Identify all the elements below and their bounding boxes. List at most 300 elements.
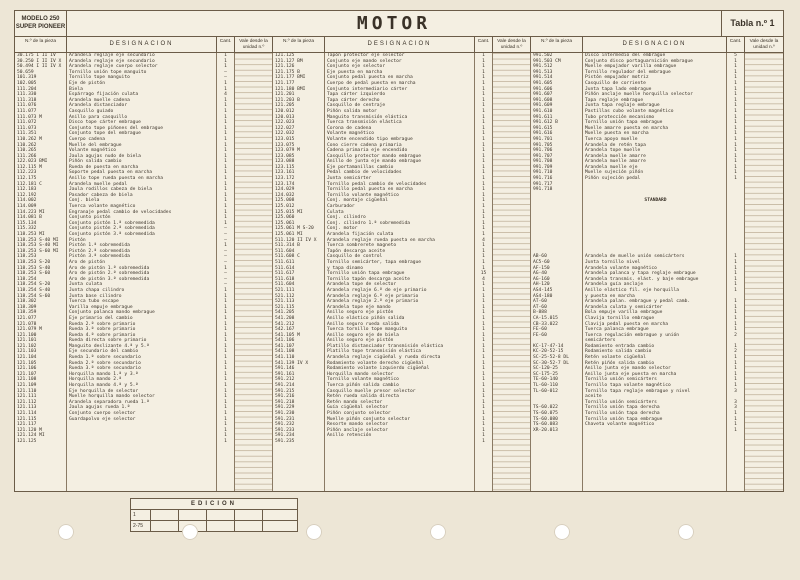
table-cell: Tuerca apoyo muelle (585, 136, 638, 142)
table-cell: Arandela fijación culata (327, 232, 394, 237)
table-cell: Carburador (327, 204, 355, 210)
table-cell: 591.234 (275, 433, 295, 439)
table-cell: 110.262 (17, 142, 37, 148)
table-cell: 121.177 BMI (275, 75, 306, 81)
table-cell: Arandela reglaje eje secundario (69, 53, 155, 58)
table-cell: 1 (482, 377, 485, 383)
table-cell: Tubo protección mecanismo (585, 114, 655, 120)
edicion-row (131, 510, 297, 521)
table-cell: 121.125 (275, 53, 295, 58)
table-cell: Culata (327, 209, 344, 215)
table-cell: 1 (482, 310, 485, 316)
page-title: MOTOR (356, 13, 432, 34)
table-cell: 1 (224, 108, 227, 114)
table-cell: 1 (734, 321, 737, 327)
table-cell: 118.253 S-60 MI (17, 248, 59, 254)
table-cell: Corona de cadena (327, 125, 372, 131)
table-cell: Anillo junta eje mando selector (585, 366, 671, 372)
table-cell: 511.604 (275, 282, 295, 288)
table-cell: 1 (224, 187, 227, 193)
panel3-qty (727, 53, 745, 491)
table-cell: 1 (734, 69, 737, 75)
table-cell: Arandela palan. embrague y pedal camb. (585, 299, 691, 305)
table-cell: 1 (224, 360, 227, 366)
table-cell: Arandela reglaje eje secundario (69, 58, 155, 64)
table-cell: Rodamiento entrada cambio (585, 343, 655, 349)
table-cell: Conjunto pedal puesta en marcha (327, 75, 413, 81)
table-cell: 1 (224, 293, 227, 299)
table-cell: 1 (224, 58, 227, 64)
table-cell: 125.061 (275, 220, 295, 226)
table-cell: 121.127 BM (275, 58, 303, 64)
table-cell: 123.075 (275, 142, 295, 148)
table-cell: 1 (734, 265, 737, 271)
table-cell: 121.124 MI (17, 433, 45, 439)
table-cell: STANDARD (644, 198, 667, 204)
table-cell: 102.005 (17, 80, 37, 86)
table-cell: Pastillas cubo volante magnético (585, 108, 674, 114)
table-cell: 122.032 (275, 131, 295, 137)
table-cell: Biela (69, 86, 83, 92)
table-cell: 1 (734, 304, 737, 310)
table-cell: 1 (224, 125, 227, 131)
table-cell: Tornillo unión tapa embrague (585, 416, 663, 422)
table-cell: TL-60-110 (533, 383, 558, 389)
table-cell: 1 (224, 204, 227, 210)
table-cell: 1 (224, 131, 227, 137)
table-cell: 1 (482, 343, 485, 349)
table-cell: Anillo tope rueda puesta en marcha (69, 176, 164, 182)
table-cell: 1 (482, 181, 485, 187)
table-cell: 1 (482, 75, 485, 81)
table-cell: Pistón 2.ª sobremedida (69, 248, 130, 254)
table-cell: 120.012 (275, 108, 295, 114)
table-cell: Tapa cárter izquierdo (327, 92, 386, 98)
col-header-vale-3: Vale desde la unidad n.º (745, 37, 783, 53)
table-cell: Arandela tope eje mando (327, 304, 391, 310)
table-cell: 1 (224, 198, 227, 204)
table-cell: 591.215 (275, 388, 295, 394)
table-cell: 1 (482, 192, 485, 198)
table-cell: 1 (734, 282, 737, 288)
table-cell: 121.110 (17, 388, 37, 394)
table-cell: Tornillo tope manguito (69, 75, 130, 81)
table-cell: y puesta en marcha (585, 293, 635, 299)
table-cell: 991.607 (533, 92, 553, 98)
table-cell: 1 (224, 394, 227, 400)
table-cell: 123.088 (275, 159, 295, 165)
table-cell: Eje horquilla de selector (69, 388, 139, 394)
table-cell: 1 (224, 366, 227, 372)
table-cell: Conj. montaje cigüeñal (327, 198, 388, 204)
table-cell: 1 (734, 159, 737, 165)
table-cell: Tornillo unión tapa embrague (585, 120, 663, 126)
table-cell: Piñón salida cambio (69, 159, 122, 165)
table-cell: 1 (734, 97, 737, 103)
table-cell: 1 (734, 371, 737, 377)
table-cell: 2 (734, 332, 737, 338)
table-cell: 121.077 (17, 315, 37, 321)
edicion-label: 1 (131, 510, 151, 520)
table-cell: — (224, 75, 227, 81)
table-cell: 1 (224, 159, 227, 165)
table-cell: 123.015 (275, 136, 295, 142)
table-cell: Retén mando selector (327, 399, 383, 405)
table-cell: Rueda 3.ª sobre secundario (69, 366, 141, 372)
table-cell: Conjunto pistón (69, 215, 111, 221)
table-cell: 1 (224, 209, 227, 215)
table-cell: Rueda 3.ª sobre primario (69, 327, 136, 333)
table-cell: 1 (482, 338, 485, 344)
table-cell: Tapa cárter derecho (327, 97, 380, 103)
table-cell: 121.125 (17, 438, 37, 444)
table-cell: 1 (482, 243, 485, 249)
table-cell: Anillo elástico piñón salida (327, 315, 405, 321)
table-cell: Piñón conjunto selector (327, 411, 391, 416)
table-cell: 121.120 M (17, 427, 42, 433)
table-cell: Conjunto pistón 2.ª sobremedida (69, 226, 155, 232)
table-cell: Horquilla mando selector (327, 371, 394, 377)
table-cell: 591.233 (275, 427, 295, 433)
table-cell: 125.012 (275, 204, 295, 210)
table-cell: Horquilla mando 4.ª y 5.ª (69, 383, 139, 389)
table-cell: 1 (734, 310, 737, 316)
table-cell: Tuerca sombrerete magneto (327, 243, 397, 249)
table-cell: Engranaje pedal cambio de velocidades (69, 209, 172, 215)
table-cell: 4 (224, 92, 227, 98)
table-cell: — (224, 282, 227, 288)
table-cell: Pistón (69, 237, 86, 243)
table-cell: 120.013 (275, 114, 295, 120)
panel2-qty (475, 53, 493, 491)
table-cell: Eje puesta en marcha (327, 69, 383, 75)
table-cell: 2 (734, 349, 737, 355)
table-cell: 591.232 (275, 422, 295, 428)
table-cell: Arandela muelle amarre (585, 159, 646, 165)
table-cell: Tornillo unión tapa derecha (585, 405, 660, 411)
table-cell: — (224, 248, 227, 254)
edicion-row (131, 521, 297, 531)
table-cell: 541.105 M (275, 332, 300, 338)
table-cell: 591.229 (275, 405, 295, 411)
table-cell: 121.175 B (275, 69, 300, 75)
table-cell: AC5-60 (533, 259, 550, 265)
table-cell: 1 (482, 92, 485, 98)
table-cell: Conjunto eje mando selector (327, 58, 402, 64)
table-cell: Conjunto pistón 3.ª sobremedida (69, 232, 155, 237)
table-cell: 1 (482, 159, 485, 165)
table-cell: 1 (482, 315, 485, 321)
table-cell: Piñón anclaje muelle horquilla selector (585, 92, 693, 98)
table-cell: 1 (734, 92, 737, 98)
table-cell: SC-30-52-7 DL (533, 360, 569, 366)
table-cell: 1 (224, 433, 227, 439)
table-cell: Guardapolvo eje selector (69, 416, 136, 422)
table-cell: CA-15.015 (533, 315, 558, 321)
table-cell: Arandela muelle pedal (69, 181, 128, 187)
table-cell: 1 (734, 80, 737, 86)
table-cell: 114.002 (17, 198, 37, 204)
table-cell: 125.015 MI (275, 209, 303, 215)
table-cell: 1 (482, 422, 485, 428)
table-cell: Conjunto eje selector (327, 64, 386, 70)
table-cell: Anillo seguro rueda salida (327, 321, 399, 327)
table-cell: 1 (482, 198, 485, 204)
table-cell: 1 (482, 142, 485, 148)
table-cell: 521.111 (275, 287, 295, 293)
table-cell: 111.077 (17, 108, 37, 114)
table-cell: Volante magnético (69, 148, 117, 154)
table-cell: 991.717 (533, 181, 553, 187)
table-cell: Resorte mando selector (327, 422, 388, 428)
panel1-pieces (15, 53, 67, 491)
table-cell: 1 (734, 427, 737, 433)
table-cell: 511.314 B (275, 243, 300, 249)
table-cell: 1 (224, 53, 227, 58)
table-cell: 111.318 (17, 97, 37, 103)
table-cell: 991.707 (533, 153, 553, 159)
table-cell: Conjunto tope piñones del embrague (69, 125, 164, 131)
table-cell: 1 (482, 254, 485, 260)
col-header-cant-2: Cant. (475, 37, 493, 53)
table-cell: 1 (482, 282, 485, 288)
table-cell: Tuerca tornillo tope manguito (327, 327, 408, 333)
table-cell: Muelle del embrague (69, 142, 122, 148)
table-cell: 1 (482, 53, 485, 58)
table-cell: 1 (482, 120, 485, 126)
table-cell: 1 (482, 176, 485, 182)
table-cell: 1 (224, 164, 227, 170)
table-cell: 111.330 (17, 92, 37, 98)
table-cell: Conj. biela (69, 198, 100, 204)
table-cell: 118.253 S-40 (17, 265, 51, 271)
table-cell: 118.253 S-20 (17, 259, 51, 265)
table-cell: 991.606 (533, 86, 553, 92)
table-cell: Aro de pistón 2.ª sobremedida (69, 271, 150, 277)
table-cell: 1 (482, 108, 485, 114)
table-cell: 1 (224, 321, 227, 327)
table-cell: 1 (482, 103, 485, 109)
table-cell: 511.608 C (275, 254, 300, 260)
table-cell: 1 (482, 405, 485, 411)
table-cell: 1 (734, 136, 737, 142)
table-cell: Aro de pistón 1.ª sobremedida (69, 265, 150, 271)
table-cell: 1 (224, 287, 227, 293)
table-cell: Junta tapa lado embrague (585, 86, 652, 92)
table-number: Tabla n.º 1 (721, 11, 783, 36)
table-cell: 991.513 (533, 69, 553, 75)
table-cell: 1 (482, 170, 485, 176)
table-cell: 1 (482, 148, 485, 154)
table-cell: 991.716 (533, 176, 553, 182)
table-cell: 991.701 (533, 136, 553, 142)
table-cell: 122.023 BMI (17, 159, 48, 165)
col-header-designacion-1: DESIGNACION (67, 37, 217, 53)
table-cell: SC-175-25 (533, 371, 558, 377)
table-cell: 115.332 (17, 226, 37, 232)
table-cell: 111.204 (17, 86, 37, 92)
table-cell: 121.112 (17, 399, 37, 405)
table-cell: 123.115 (275, 164, 295, 170)
table-cell: Bola empuje varilla embrague (585, 310, 663, 316)
table-cell: Arandela transmis. elást. y baje embrague (585, 276, 699, 282)
table-cell: 541.205 (275, 310, 295, 316)
table-cell: 1 (482, 327, 485, 333)
table-cell: Tornillo semicárter, tapa embrague (327, 259, 422, 265)
table-cell: Anillo seguro eje de biela (327, 332, 399, 338)
table-cell: Anillo de junta eje mando embrague (327, 159, 422, 165)
table-cell: — (224, 237, 227, 243)
table-cell: Tornillo pedal cambio de velocidades (327, 181, 427, 187)
table-cell: 4 (482, 237, 485, 243)
table-cell: y tapa dinamo (327, 265, 363, 271)
table-cell: 122.023 (275, 120, 295, 126)
table-cell: 1 (734, 58, 737, 64)
table-cell: Cuerpo cadena (69, 136, 105, 142)
table-cell: 121.101 (17, 338, 37, 344)
table-cell: 125.061 M S-20 (275, 226, 314, 232)
table-cell: Arandela de muelle unión semicárters (585, 254, 685, 260)
table-cell: Anillo elástico fil. eje horquilla (585, 287, 680, 293)
table-cell: 1 (224, 148, 227, 154)
table-cell: 1 (224, 438, 227, 444)
table-cell: Arandela muelle eje (585, 164, 638, 170)
table-cell: Rueda 2.ª sobre primario (69, 321, 136, 327)
table-cell: 111.073 M (17, 114, 42, 120)
table-cell: 50.659 (17, 69, 34, 75)
table-cell: Rueda de puesta en marcha (69, 164, 139, 170)
table-cell: 15 (480, 271, 487, 277)
table-cell: Junta culata (69, 282, 103, 288)
table-cell: 1 (482, 321, 485, 327)
table-cell: 1 (482, 259, 485, 265)
table-cell: 1 (734, 271, 737, 277)
table-cell: Cuerpo de pedal puesta en marcha (327, 80, 416, 86)
table-cell: KC-17-47-14 (533, 343, 564, 349)
table-cell: 991.709 (533, 164, 553, 170)
table-cell: Arandela distanciador (69, 103, 128, 109)
table-cell: 1 (224, 97, 227, 103)
table-cell: 123.172 (275, 176, 295, 182)
table-cell: 112.115 M (17, 164, 42, 170)
table-cell: Tuerca regulación embrague y unión (585, 332, 680, 338)
table-cell: Tornillo unión tope manguito (69, 69, 147, 75)
table-cell: Junta chapa cilindro (69, 287, 125, 293)
table-cell: 122.027 (275, 125, 295, 131)
table-cell: Horquilla mando 1.ª y 3.ª (69, 371, 139, 377)
table-cell: 1 (734, 125, 737, 131)
table-cell: 1 (482, 265, 485, 271)
table-cell: 3 (734, 388, 737, 394)
table-cell: Arandela reglaje 6.º eje primario (327, 293, 419, 299)
table-cell: 991.514 (533, 75, 553, 81)
table-cell: 1 (224, 338, 227, 344)
table-cell: Rueda 2.ª sobre secundario (69, 360, 141, 366)
table-cell: 1 (734, 259, 737, 265)
table-cell: 991.718 (533, 187, 553, 193)
table-cell: Casquillo protector mando embrague (327, 153, 422, 159)
panel1-vale (235, 53, 273, 491)
table-cell: Conj. cilindro 1.ª sobremedida (327, 220, 410, 226)
table-cell: 1 (482, 366, 485, 372)
table-cell: 1 (482, 226, 485, 232)
table-cell: 1 (482, 349, 485, 355)
table-cell: 1 (482, 125, 485, 131)
table-cell: Arandela muelle cadena (69, 97, 130, 103)
table-cell: 1 (482, 388, 485, 394)
table-cell: 118.253 S-60 (17, 271, 51, 277)
table-cell: Junta tapa reglaje embrague (585, 103, 660, 109)
table-cell: 1 (734, 120, 737, 126)
table-cell: 1 (224, 136, 227, 142)
table-cell: 1 (734, 164, 737, 170)
table-cell: Rodamiento salida cambio (585, 349, 652, 355)
table-cell: 123.161 (275, 170, 295, 176)
table-cell: Casquillo de centraje (327, 103, 386, 109)
table-cell: 1 (734, 142, 737, 148)
binder-hole (182, 524, 198, 540)
table-cell: 541.110 (275, 355, 295, 361)
table-cell: Tuerca volante magnético (69, 204, 136, 210)
table-cell: 1 (224, 64, 227, 70)
table-cell: Jaula rodillos cabeza de biela (69, 187, 152, 193)
table-cell: 121.078 (17, 321, 37, 327)
table-cell: Arandela reglaje 6.º de eje primario (327, 287, 427, 293)
table-cell: Tornillo volante magnético (327, 377, 399, 383)
table-cell: Retén piñón salida cambio (585, 360, 655, 366)
table-cell: 1 (734, 86, 737, 92)
table-cell: Disco tope cárter embrague (69, 120, 141, 126)
table-cell: Tuerca tubo escape (69, 299, 119, 305)
table-cell: 1 (224, 304, 227, 310)
table-cell: Rueda 4.ª sobre primario (69, 332, 136, 338)
table-cell: 110.262 M (17, 136, 42, 142)
table-cell: 115.134 (17, 220, 37, 226)
table-cell: 541.108 (275, 349, 295, 355)
table-cell: AT-60 (533, 299, 547, 305)
table-cell: 991.608 (533, 97, 553, 103)
table-cell: 591.218 (275, 399, 295, 405)
panel2-vale (493, 53, 531, 491)
table-cell: 1 (482, 416, 485, 422)
table-cell: 1 (734, 416, 737, 422)
table-cell: 5 (734, 53, 737, 58)
table-cell: 1 (482, 114, 485, 120)
table-cell: 121.100 (17, 332, 37, 338)
table-cell: 118.302 (17, 299, 37, 305)
table-cell: Tornillo unión semicárters (585, 399, 657, 405)
table-cell: 991.706 (533, 148, 553, 154)
table-cell: Chaveta volante magnético (585, 422, 655, 428)
table-cell: 991.609 (533, 103, 553, 109)
col-header-designacion-2: DESIGNACION (325, 37, 475, 53)
table-cell: Tornillo tapón descarga aceite (327, 276, 410, 282)
table-cell: — (224, 69, 227, 75)
table-cell: Volante encendido tipo embrague (327, 136, 413, 142)
table-cell: 1 (482, 248, 485, 254)
table-cell: 521.113 (275, 299, 295, 305)
col-header-pieza-3: N.º de la pieza (531, 37, 583, 53)
table-cell: 541.212 (275, 321, 295, 327)
panel1-names (67, 53, 217, 491)
table-cell: TL-60-012 (533, 388, 558, 394)
table-cell: Arandela volante magnético (585, 265, 657, 271)
table-cell: FE-60 (533, 327, 547, 333)
table-cell: — (224, 276, 227, 282)
table-cell: 1 (734, 64, 737, 70)
table-cell: 121.104 (17, 355, 37, 361)
table-cell: Disco intermedio del embrague (585, 53, 666, 58)
